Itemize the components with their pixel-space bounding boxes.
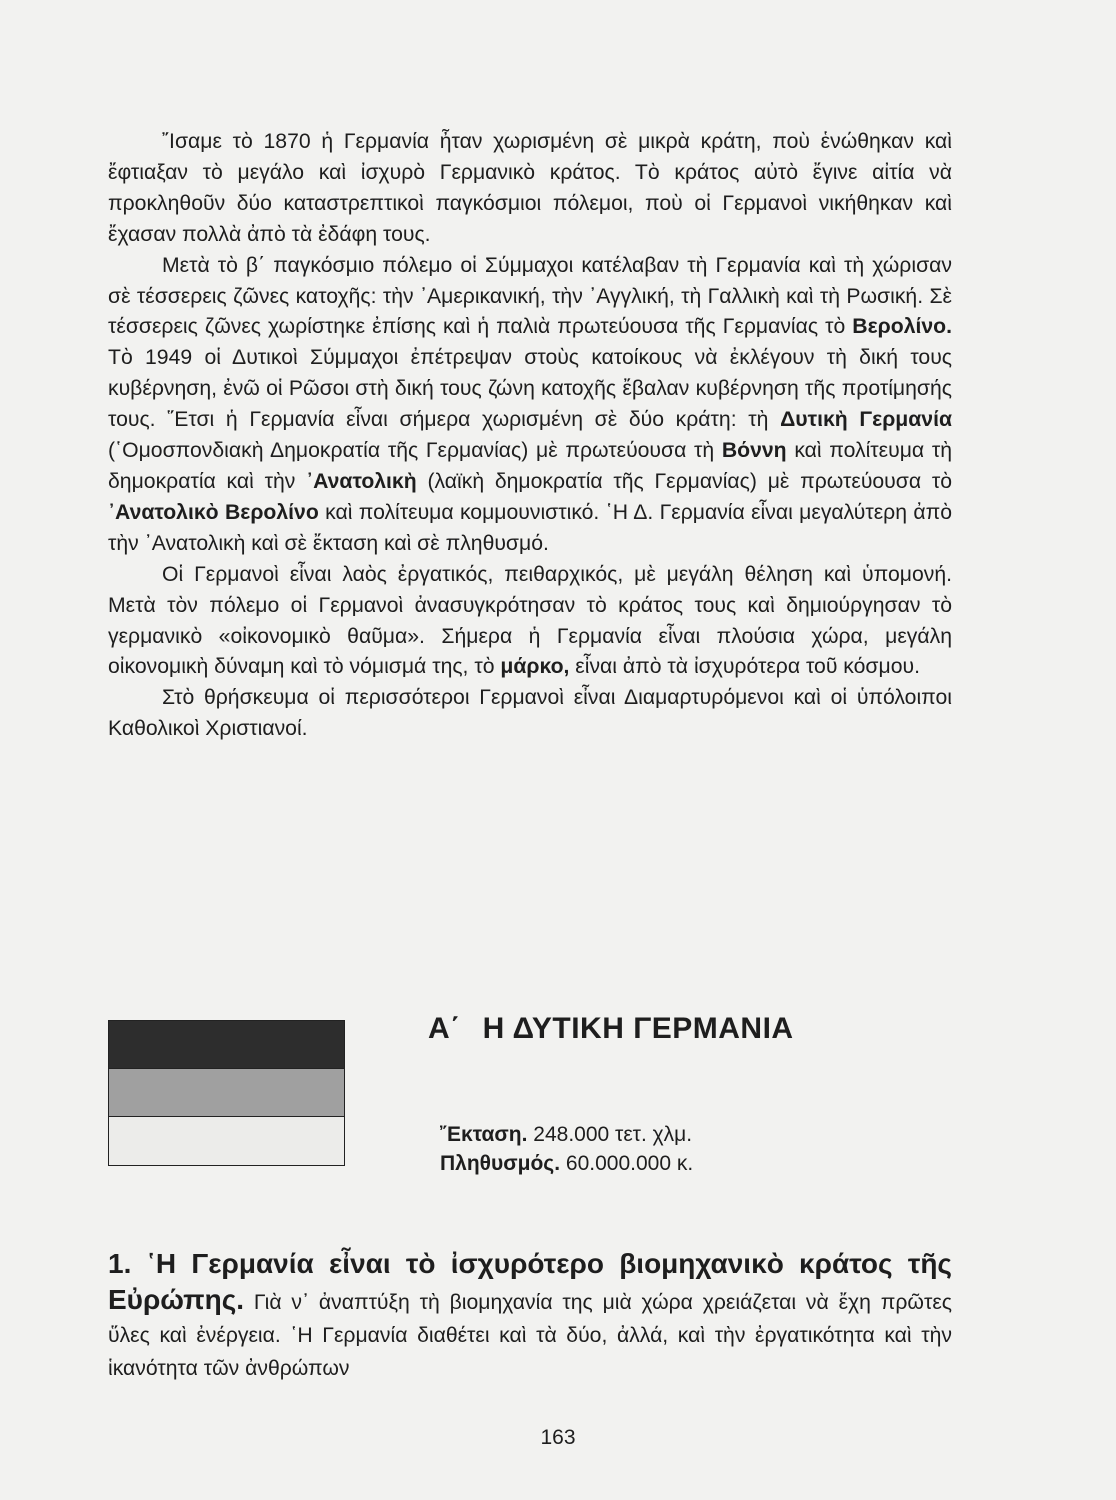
area-fact [440,1120,693,1149]
area-value: 248.000 τετ. χλμ. [533,1123,693,1146]
text-run: Στὸ θρήσκευμα οἱ περισσότεροι Γερμανοὶ εἶναι Διαμαρτυρόμενοι καὶ οἱ ὑπόλοιποι Καθολικοὶ Χριστιανοί. [108,686,952,741]
text-run: (῾Ομοσπονδιακὴ Δημοκρατία τῆς Γερμανίας) μὲ πρωτεύουσα τὴ [108,439,722,463]
paragraph [108,683,952,745]
paragraph [108,251,952,560]
text-run: καὶ πολίτευμα τὴ δημοκρατία καὶ τὴν [108,439,952,493]
text-run: Μετὰ τὸ β΄ παγκόσμιο πόλεμο οἱ Σύμμαχοι κατέλαβαν τὴ Γερμανία καὶ τὴ χώρισαν σὲ τέσσερεις ζῶνες κατοχῆς: τὴν ᾿Αμερικανική, τὴν ᾿Αγγλική, τὴ Γαλλικὴ καὶ τὴ Ρωσική. Σὲ τέσσερεις ζῶνες χωρίστηκε ἐπίσης καὶ ἡ παλιὰ πρωτεύουσα τῆς Γερμανίας τὸ [108,253,952,339]
section-body: Γιὰ ν᾿ ἀναπτύξη τὴ βιομηχανία της μιὰ χώρα χρειάζεται νὰ ἔχη πρῶτες ὕλες καὶ ἐνέργεια. ῾Η Γερμανία διαθέτει καὶ τὰ δύο, ἀλλά, καὶ τὴν ἐργατικότητα καὶ τὴν ἱκανότητα τῶν ἀνθρώπων [108,1291,952,1380]
flag-band-middle [109,1069,344,1117]
bold-term: ᾿Ανατολικὴ [306,469,417,493]
bold-term: Βόννη [721,439,787,463]
text-run: εἶναι ἀπὸ τὰ ἰσχυρότερα τοῦ κόσμου. [569,655,920,679]
country-title [428,1012,794,1046]
bold-term: μάρκο, [500,655,570,679]
section-paragraph [108,1247,952,1385]
area-label: ῎Εκταση. [440,1123,528,1146]
text-run: Οἱ Γερμανοὶ εἶναι λαὸς ἐργατικός, πειθαρχικός, μὲ μεγάλη θέληση καὶ ὑπομονή. Μετὰ τὸν πόλεμο οἱ Γερμανοὶ ἀνασυγκρότησαν τὸ κράτος τους καὶ δημιούργησαν τὸ γερμανικὸ «οἰκονομικὸ θαῦμα». Σήμερα ἡ Γερμανία εἶναι πλούσια χώρα, μεγάλη οἰκονομικὴ δύναμη καὶ τὸ νόμισμά της, τὸ [108,562,952,679]
paragraph [108,560,952,684]
country-facts [440,1120,693,1178]
population-fact [440,1149,693,1178]
population-value: 60.000.000 κ. [565,1152,694,1175]
bold-term: Βερολίνο. [852,315,952,339]
body-text [108,127,952,745]
country-ordinal: Α΄ [428,1012,461,1045]
text-run: (λαϊκὴ δημοκρατία τῆς Γερμανίας) μὲ πρωτεύουσα τὸ [416,469,952,493]
bold-term: ᾿Ανατολικὸ Βερολίνο [108,500,319,524]
text-run: Τὸ 1949 οἱ Δυτικοὶ Σύμμαχοι ἐπέτρεψαν στοὺς κατοίκους νὰ ἐκλέγουν τὴ δική τους κυβέρνηση, ἐνῶ οἱ Ρῶσοι στὴ δική τους ζώνη κατοχῆς ἔβαλαν κυβέρνηση τῆς προτίμησής τους. ῞Ετσι ἡ Γερμανία εἶναι σήμερα χωρισμένη σὲ δύο κράτη: τὴ [108,346,952,432]
flag-band-bottom [109,1117,344,1165]
page-number: 163 [540,1426,576,1449]
population-label: Πληθυσμός. [440,1152,561,1175]
bold-term: Δυτικὴ Γερμανία [780,408,952,432]
country-name: Η ΔΥΤΙΚΗ ΓΕΡΜΑΝΙΑ [482,1012,794,1045]
section-heading: 1. ῾Η Γερμανία εἶναι τὸ ἰσχυρότερο βιομηχανικὸ κράτος τῆς Εὐρώπης. [108,1248,952,1315]
text-run: καὶ πολίτευμα κομμουνιστικό. ῾Η Δ. Γερμανία εἶναι μεγαλύτερη ἀπὸ τὴν ᾿Ανατολικὴ καὶ σὲ ἔκταση καὶ σὲ πληθυσμό. [108,500,952,555]
text-run: ῎Ισαμε τὸ 1870 ἡ Γερμανία ἦταν χωρισμένη σὲ μικρὰ κράτη, ποὺ ἑνώθηκαν καὶ ἔφτιαξαν τὸ μεγάλο καὶ ἰσχυρὸ Γερμανικὸ κράτος. Τὸ κράτος αὐτὸ ἔγινε αἰτία νὰ προκληθοῦν δύο καταστρεπτικοὶ παγκόσμιοι πόλεμοι, ποὺ οἱ Γερμανοὶ νικήθηκαν καὶ ἔχασαν πολλὰ ἀπὸ τὰ ἐδάφη τους. [108,130,952,246]
section-1 [108,1247,952,1385]
flag-band-top [109,1021,344,1069]
paragraph [108,127,952,251]
germany-flag [108,1020,345,1166]
